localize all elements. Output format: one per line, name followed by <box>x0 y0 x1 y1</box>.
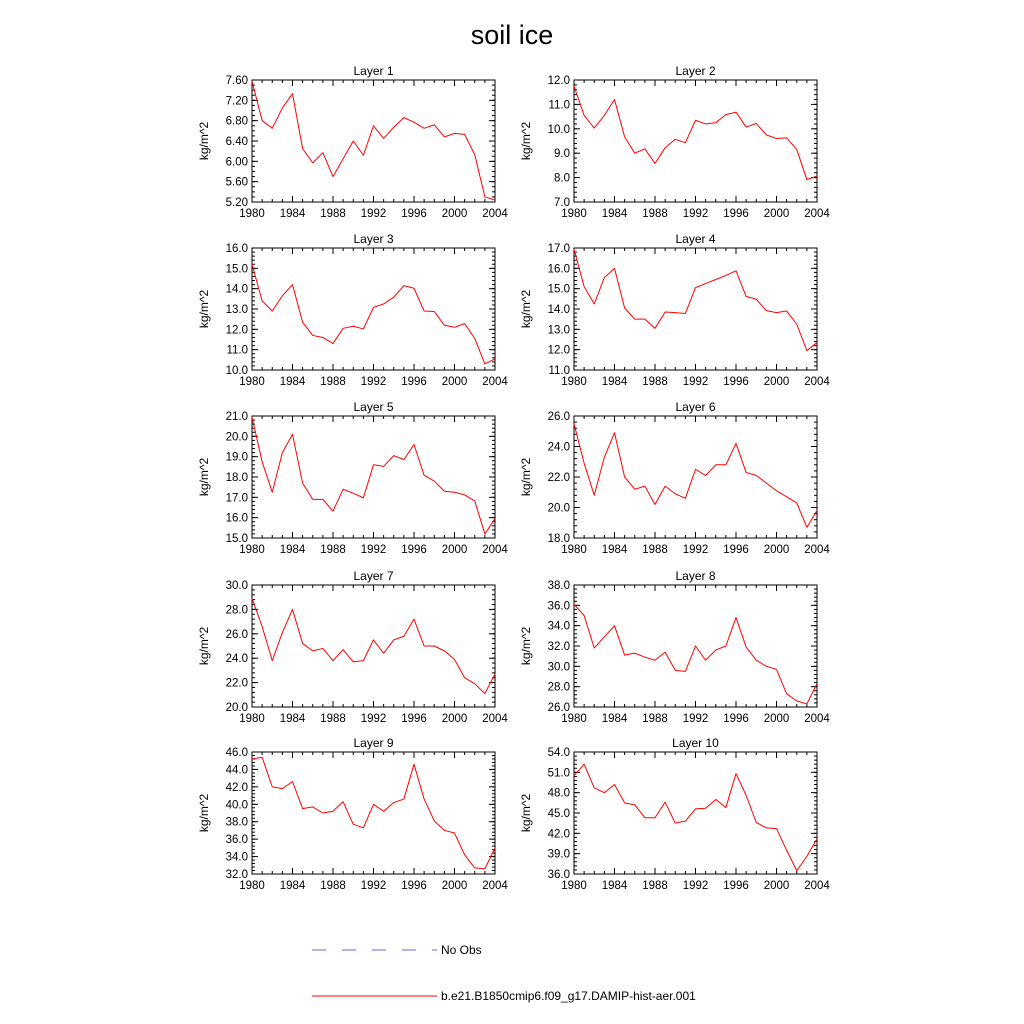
y-tick-label: 46.0 <box>225 747 248 759</box>
x-tick-label: 1980 <box>561 713 587 725</box>
x-tick-label: 1996 <box>723 713 749 725</box>
y-tick-label: 26.0 <box>225 628 248 641</box>
y-axis-label: kg/m^2 <box>519 121 533 161</box>
y-tick-label: 16.0 <box>225 512 248 525</box>
y-tick-label: 17.0 <box>547 243 570 255</box>
x-tick-label: 1992 <box>682 880 709 892</box>
y-tick-label: 22.0 <box>547 472 570 484</box>
panel-title: Layer 1 <box>353 64 394 78</box>
y-tick-label: 21.0 <box>225 411 248 423</box>
x-tick-label: 2004 <box>804 544 830 556</box>
y-tick-label: 11.0 <box>548 365 570 377</box>
x-tick-label: 1984 <box>279 544 306 556</box>
x-tick-label: 1980 <box>239 376 265 388</box>
x-tick-label: 1992 <box>682 376 709 388</box>
x-tick-label: 1988 <box>642 544 668 556</box>
y-tick-label: 12.0 <box>225 324 248 337</box>
x-tick-label: 2004 <box>482 376 508 388</box>
x-tick-label: 2000 <box>763 376 790 388</box>
legend-label-no-obs: No Obs <box>441 943 482 957</box>
x-tick-label: 1980 <box>561 376 587 388</box>
y-tick-label: 16.0 <box>225 243 248 255</box>
y-tick-label: 5.60 <box>225 176 248 189</box>
y-tick-label: 5.20 <box>225 197 248 209</box>
y-tick-label: 10.0 <box>225 365 248 377</box>
y-axis-label: kg/m^2 <box>197 457 211 497</box>
x-tick-label: 1996 <box>401 544 427 556</box>
x-tick-label: 1996 <box>723 544 749 556</box>
x-tick-label: 2004 <box>804 208 830 220</box>
y-tick-label: 19.0 <box>225 451 248 464</box>
x-tick-label: 2004 <box>482 208 508 220</box>
y-tick-label: 30.0 <box>225 580 248 592</box>
x-tick-label: 1992 <box>682 544 709 556</box>
y-tick-label: 40.0 <box>225 799 248 812</box>
y-tick-label: 7.60 <box>225 75 248 87</box>
x-tick-label: 1984 <box>279 880 306 892</box>
panel-title: Layer 8 <box>675 569 716 583</box>
x-tick-label: 1980 <box>239 544 265 556</box>
y-axis-label: kg/m^2 <box>197 121 211 161</box>
y-tick-label: 28.0 <box>547 681 570 694</box>
y-tick-label: 32.0 <box>225 869 248 881</box>
y-tick-label: 6.40 <box>225 136 248 148</box>
x-tick-label: 1984 <box>601 376 628 388</box>
y-axis-label: kg/m^2 <box>197 793 211 833</box>
y-tick-label: 20.0 <box>225 702 248 714</box>
x-tick-label: 1984 <box>279 713 306 725</box>
y-tick-label: 38.0 <box>225 816 248 829</box>
x-tick-label: 1992 <box>360 376 387 388</box>
y-tick-label: 15.0 <box>225 263 248 276</box>
y-axis-label: kg/m^2 <box>197 626 211 666</box>
y-tick-label: 14.0 <box>225 283 248 296</box>
y-tick-label: 39.0 <box>547 848 570 861</box>
y-tick-label: 7.0 <box>554 197 570 209</box>
x-tick-label: 2004 <box>482 880 508 892</box>
y-tick-label: 26.0 <box>547 411 570 423</box>
y-tick-label: 42.0 <box>547 828 570 841</box>
y-tick-label: 13.0 <box>225 304 248 316</box>
x-tick-label: 2000 <box>441 713 468 725</box>
x-tick-label: 1980 <box>239 713 265 725</box>
y-tick-label: 30.0 <box>547 661 570 674</box>
x-tick-label: 1988 <box>320 544 346 556</box>
x-tick-label: 1996 <box>401 713 427 725</box>
x-tick-label: 1980 <box>561 208 587 220</box>
x-tick-label: 1988 <box>320 376 346 388</box>
y-tick-label: 48.0 <box>547 787 570 800</box>
y-tick-label: 54.0 <box>547 747 570 759</box>
y-tick-label: 16.0 <box>547 263 570 276</box>
y-tick-label: 17.0 <box>225 492 248 505</box>
y-tick-label: 8.0 <box>554 172 570 185</box>
y-axis-label: kg/m^2 <box>197 289 211 329</box>
y-tick-label: 34.0 <box>547 620 570 633</box>
y-tick-label: 20.0 <box>225 431 248 444</box>
y-tick-label: 12.0 <box>547 344 570 357</box>
y-tick-label: 36.0 <box>547 869 570 881</box>
x-tick-label: 2000 <box>441 208 468 220</box>
panel-title: Layer 7 <box>353 569 394 583</box>
x-tick-label: 1988 <box>320 880 346 892</box>
panel-title: Layer 5 <box>353 400 394 414</box>
x-tick-label: 2004 <box>804 376 830 388</box>
x-tick-label: 1988 <box>642 376 668 388</box>
x-tick-label: 1992 <box>360 713 387 725</box>
y-axis-label: kg/m^2 <box>519 793 533 833</box>
x-tick-label: 1992 <box>360 544 387 556</box>
y-tick-label: 7.20 <box>225 95 248 108</box>
x-tick-label: 1988 <box>642 713 668 725</box>
x-tick-label: 2000 <box>441 880 468 892</box>
y-tick-label: 22.0 <box>225 677 248 690</box>
x-tick-label: 1984 <box>601 880 628 892</box>
panel-title: Layer 10 <box>672 736 719 750</box>
y-tick-label: 28.0 <box>225 604 248 617</box>
y-axis-label: kg/m^2 <box>519 289 533 329</box>
y-tick-label: 45.0 <box>547 808 570 820</box>
x-tick-label: 1980 <box>239 880 265 892</box>
x-tick-label: 1984 <box>279 376 306 388</box>
y-tick-label: 9.0 <box>554 148 570 161</box>
x-tick-label: 1992 <box>360 880 387 892</box>
x-tick-label: 1996 <box>401 880 427 892</box>
x-tick-label: 1996 <box>723 208 749 220</box>
x-tick-label: 2000 <box>441 376 468 388</box>
y-tick-label: 38.0 <box>547 580 570 592</box>
x-tick-label: 1984 <box>601 713 628 725</box>
x-tick-label: 1988 <box>320 208 346 220</box>
y-tick-label: 26.0 <box>547 702 570 714</box>
y-tick-label: 18.0 <box>547 533 570 545</box>
y-axis-label: kg/m^2 <box>519 626 533 666</box>
x-tick-label: 2000 <box>763 713 790 725</box>
x-tick-label: 2004 <box>804 880 830 892</box>
x-tick-label: 1996 <box>401 208 427 220</box>
y-tick-label: 51.0 <box>547 767 570 780</box>
y-axis-label: kg/m^2 <box>519 457 533 497</box>
panel-title: Layer 3 <box>353 232 394 246</box>
y-tick-label: 44.0 <box>225 764 248 777</box>
x-tick-label: 1992 <box>360 208 387 220</box>
y-tick-label: 34.0 <box>225 851 248 864</box>
panel-title: Layer 4 <box>675 232 716 246</box>
y-tick-label: 15.0 <box>547 283 570 296</box>
y-tick-label: 15.0 <box>225 533 248 545</box>
y-tick-label: 10.0 <box>547 123 570 136</box>
y-tick-label: 6.00 <box>225 156 248 169</box>
x-tick-label: 2000 <box>441 544 468 556</box>
x-tick-label: 2000 <box>763 880 790 892</box>
y-tick-label: 24.0 <box>547 441 570 454</box>
x-tick-label: 1984 <box>601 208 628 220</box>
panel-title: Layer 9 <box>353 736 394 750</box>
x-tick-label: 1980 <box>239 208 265 220</box>
y-tick-label: 24.0 <box>225 653 248 666</box>
x-tick-label: 1980 <box>561 544 587 556</box>
x-tick-label: 1996 <box>723 880 749 892</box>
x-tick-label: 2000 <box>763 208 790 220</box>
y-tick-label: 18.0 <box>225 472 248 484</box>
legend-label-model: b.e21.B1850cmip6.f09_g17.DAMIP-hist-aer.001 <box>441 989 696 1003</box>
x-tick-label: 1980 <box>561 880 587 892</box>
panel-title: Layer 6 <box>675 400 716 414</box>
panel-title: Layer 2 <box>675 64 716 78</box>
y-tick-label: 42.0 <box>225 781 248 794</box>
x-tick-label: 1992 <box>682 713 709 725</box>
x-tick-label: 1992 <box>682 208 709 220</box>
x-tick-label: 2004 <box>482 544 508 556</box>
y-tick-label: 6.80 <box>225 115 248 128</box>
y-tick-label: 36.0 <box>225 834 248 847</box>
x-tick-label: 1988 <box>320 713 346 725</box>
x-tick-label: 2004 <box>482 713 508 725</box>
y-tick-label: 13.0 <box>547 324 570 337</box>
y-tick-label: 20.0 <box>547 502 570 515</box>
figure-title: soil ice <box>470 20 554 50</box>
y-tick-label: 11.0 <box>548 99 570 112</box>
y-tick-label: 14.0 <box>547 304 570 316</box>
x-tick-label: 2004 <box>804 713 830 725</box>
y-tick-label: 11.0 <box>226 344 248 357</box>
y-tick-label: 12.0 <box>547 75 570 87</box>
y-tick-label: 32.0 <box>547 641 570 653</box>
x-tick-label: 1988 <box>642 880 668 892</box>
x-tick-label: 2000 <box>763 544 790 556</box>
x-tick-label: 1984 <box>601 544 628 556</box>
x-tick-label: 1996 <box>401 376 427 388</box>
x-tick-label: 1984 <box>279 208 306 220</box>
x-tick-label: 1988 <box>642 208 668 220</box>
y-tick-label: 36.0 <box>547 600 570 613</box>
x-tick-label: 1996 <box>723 376 749 388</box>
